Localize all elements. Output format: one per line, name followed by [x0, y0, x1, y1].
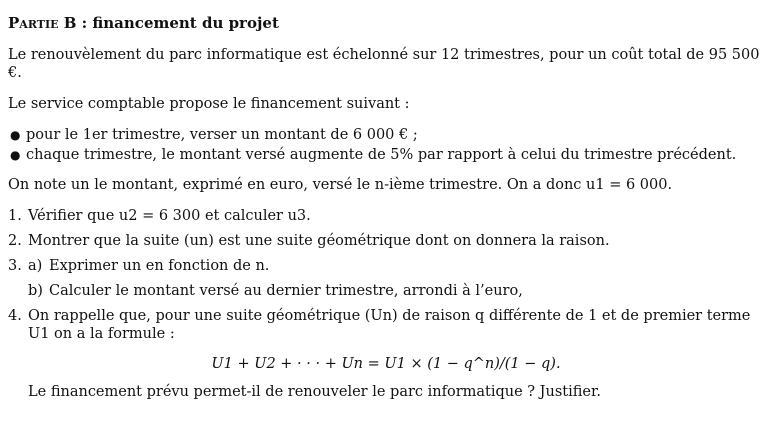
question-3b: b) Calculer le montant versé au dernier trimestre, arrondi à l’euro, [28, 283, 523, 299]
question-3a: a) Exprimer un en fonction de n. [28, 258, 270, 274]
question-1: 1. Vérifier que u2 = 6 300 et calculer u3. [8, 208, 311, 224]
question-4-conclusion: Le financement prévu permet-il de renouveler le parc informatique ? Justifier. [28, 384, 601, 400]
financing-list [8, 126, 764, 164]
section-part-subtitle: : financement du projet [76, 14, 279, 32]
question-4-text: On rappelle que, pour une suite géométrique (Un) de raison q différente de 1 et de premier terme U1 on a la formule : [28, 308, 751, 342]
section-part-label: Partie B [8, 14, 77, 32]
list-item: ● chaque trimestre, le montant versé augmente de 5% par rapport à celui du trimestre précédent. [10, 147, 737, 163]
question-1-text: Vérifier que u2 = 6 300 et calculer u3. [28, 208, 311, 224]
question-3: 3. a) Exprimer un en fonction de n. b) Calculer le montant versé au dernier trimestre, arrondi à l’euro, [8, 257, 764, 300]
bullet-icon: ● [10, 128, 21, 142]
bullet-icon: ● [10, 148, 21, 162]
question-2: 2. Montrer que la suite (un) est une suite géométrique dont on donnera la raison. [8, 233, 610, 249]
geometric-sum-formula: U1 + U2 + · · · + Un = U1 × (1 − q^n)/(1 − q). [211, 356, 561, 372]
section-title [8, 14, 764, 32]
exercise-page [8, 10, 764, 401]
question-4: 4. On rappelle que, pour une suite géométrique (Un) de raison q différente de 1 et de premier terme U1 on a la formule : [8, 308, 751, 342]
list-item: ● pour le 1er trimestre, verser un montant de 6 000 € ; [10, 127, 418, 143]
questions-list [8, 207, 764, 343]
financing-intro: Le service comptable propose le financement suivant : [8, 96, 410, 112]
notation-paragraph: On note un le montant, exprimé en euro, versé le n-ième trimestre. On a donc u1 = 6 000. [8, 177, 673, 193]
intro-paragraph: Le renouvèlement du parc informatique est échelonné sur 12 trimestres, pour un coût total de 95 500 €. [8, 47, 760, 81]
question-2-text: Montrer que la suite (un) est une suite géométrique dont on donnera la raison. [28, 233, 610, 249]
